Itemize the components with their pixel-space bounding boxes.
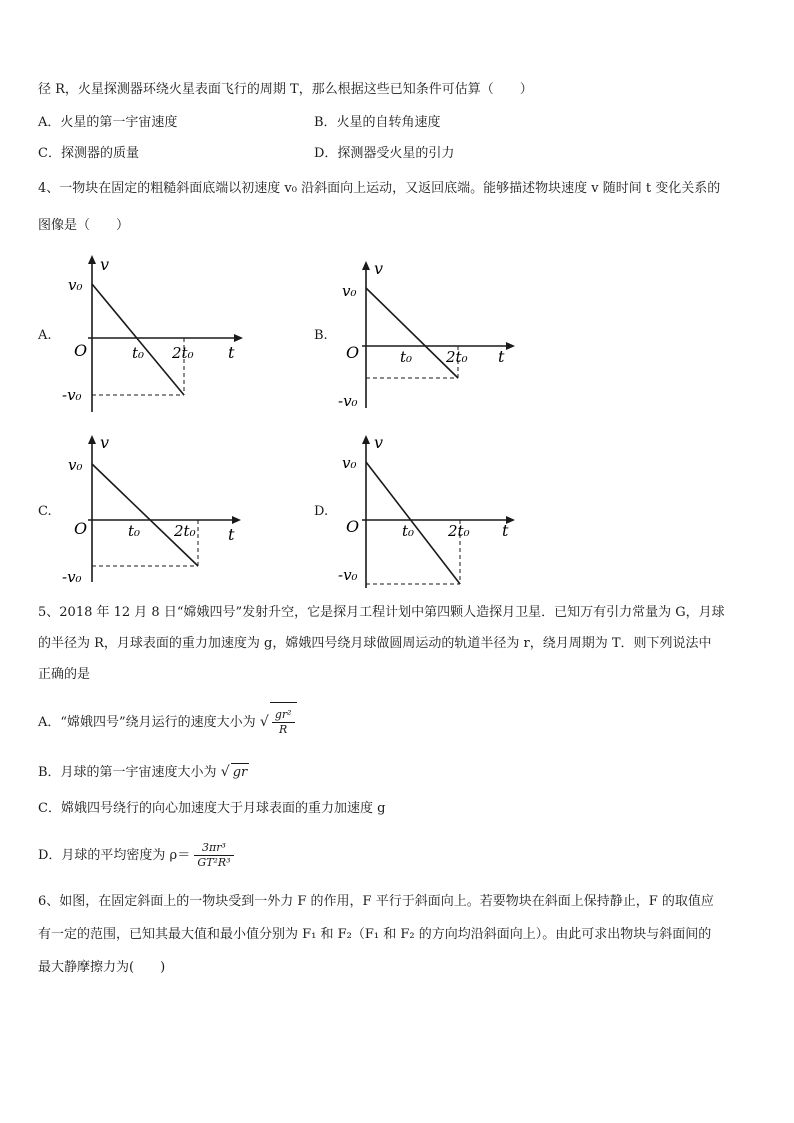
graph-c-2t0-label: 2t₀ xyxy=(174,522,196,540)
graph-c-t0-label: t₀ xyxy=(128,522,141,540)
graph-c-t-label: t xyxy=(228,525,235,544)
q5-option-b-rad: gr xyxy=(232,765,248,780)
q5-stem-line3: 正确的是 xyxy=(38,667,91,682)
graph-c-t-arrow xyxy=(232,516,241,524)
q5-option-d-text: D．月球的平均密度为 ρ＝ xyxy=(38,848,191,863)
graph-d xyxy=(336,432,526,592)
graph-b-t-label: t xyxy=(498,347,505,366)
q5-option-b xyxy=(38,763,249,782)
graph-b-2t0-label: 2t₀ xyxy=(446,348,468,366)
graph-b-t0-label: t₀ xyxy=(400,348,413,366)
graph-a-neg-v0-label: -v₀ xyxy=(62,386,82,404)
graph-d-t0-label: t₀ xyxy=(402,522,415,540)
q5-option-d-num: 3πr³ xyxy=(194,841,233,856)
graph-c-v-arrow xyxy=(88,435,96,444)
graph-b-t-arrow xyxy=(506,342,515,350)
q5-option-b-text: B．月球的第一宇宙速度大小为 xyxy=(38,765,217,780)
q4-stem-line1: 4、一物块在固定的粗糙斜面底端以初速度 v₀ 沿斜面向上运动，又返回底端。能够描述物块速度 v 随时间 t 变化关系的 xyxy=(38,181,721,196)
q5-option-d-formula xyxy=(194,841,233,870)
q5-option-d xyxy=(38,836,234,876)
q5-stem-line1: 5、2018 年 12 月 8 日“嫦娥四号”发射升空，它是探月工程计划中第四颗人造探月卫星．已知万有引力常量为 G，月球 xyxy=(38,605,725,620)
graph-c-v0-label: v₀ xyxy=(68,456,83,474)
graph-c xyxy=(60,432,250,587)
graph-b-label: B. xyxy=(314,328,328,343)
graph-b-origin: O xyxy=(346,343,360,362)
graph-a-2t0-label: 2t₀ xyxy=(172,344,194,362)
q3-option-a: A．火星的第一宇宙速度 xyxy=(38,115,178,130)
graph-d-origin: O xyxy=(346,517,360,536)
graph-c-line xyxy=(92,464,198,566)
graph-a-t0-label: t₀ xyxy=(132,344,145,362)
graph-a-origin: O xyxy=(74,341,88,360)
q5-option-c: C．嫦娥四号绕行的向心加速度大于月球表面的重力加速度 g xyxy=(38,801,386,816)
q6-stem-line3: 最大静摩擦力为( ) xyxy=(38,960,166,975)
q5-option-d-den: GT²R³ xyxy=(197,856,231,869)
graph-a xyxy=(60,252,250,417)
q5-option-b-formula: √ gr xyxy=(220,764,248,780)
graph-d-label: D. xyxy=(314,504,329,519)
q5-stem-line2: 的半径为 R，月球表面的重力加速度为 g，嫦娥四号绕月球做圆周运动的轨道半径为 r，绕月周期为 T．则下列说法中 xyxy=(38,636,712,651)
q5-option-a-text: A．“嫦娥四号”绕月运行的速度大小为 xyxy=(38,715,256,730)
graph-b-neg-v0-label: -v₀ xyxy=(338,392,358,410)
q3-stem-tail: 径 R，火星探测器环绕火星表面飞行的周期 T，那么根据这些已知条件可估算（ ） xyxy=(38,82,533,97)
graph-a-v-label: v xyxy=(100,255,110,274)
graph-b-v-arrow xyxy=(362,261,370,270)
graph-b xyxy=(336,258,526,413)
q6-stem-line1: 6、如图，在固定斜面上的一物块受到一外力 F 的作用，F 平行于斜面向上。若要物块在斜面上保持静止，F 的取值应 xyxy=(38,894,714,909)
graph-a-label: A. xyxy=(38,328,52,343)
graph-a-v-arrow xyxy=(88,255,96,264)
graph-a-v0-label: v₀ xyxy=(68,276,83,294)
graph-c-v-label: v xyxy=(100,433,110,452)
graph-b-v-label: v xyxy=(374,259,384,278)
q6-stem-line2: 有一定的范围，已知其最大值和最小值分别为 F₁ 和 F₂（F₁ 和 F₂ 的方向均沿斜面向上）。由此可求出物块与斜面间的 xyxy=(38,927,712,942)
q4-stem-line2: 图像是（ ） xyxy=(38,218,130,233)
graph-d-v-arrow xyxy=(362,435,370,444)
graph-a-t-arrow xyxy=(234,334,243,342)
q5-option-a-den: R xyxy=(279,723,288,736)
graph-d-v-label: v xyxy=(374,433,384,452)
graph-d-neg-v0-label: -v₀ xyxy=(338,566,358,584)
graph-a-t-label: t xyxy=(228,343,235,362)
graph-d-t-label: t xyxy=(502,521,509,540)
q5-option-a-formula: √ $\frac{\text{gr²}}{R}$ xyxy=(260,702,297,743)
q3-option-c: C．探测器的质量 xyxy=(38,146,139,161)
graph-d-v0-label: v₀ xyxy=(342,454,357,472)
graph-c-origin: O xyxy=(74,519,88,538)
graph-d-2t0-label: 2t₀ xyxy=(448,522,470,540)
q5-option-a-num: gr² xyxy=(272,708,295,723)
graph-c-label: C. xyxy=(38,504,52,519)
q3-option-b: B．火星的自转角速度 xyxy=(314,115,441,130)
q5-option-a xyxy=(38,702,297,742)
graph-a-line xyxy=(92,284,184,395)
graph-c-neg-v0-label: -v₀ xyxy=(62,568,82,586)
graph-b-v0-label: v₀ xyxy=(342,282,357,300)
q3-option-d: D．探测器受火星的引力 xyxy=(314,146,455,161)
